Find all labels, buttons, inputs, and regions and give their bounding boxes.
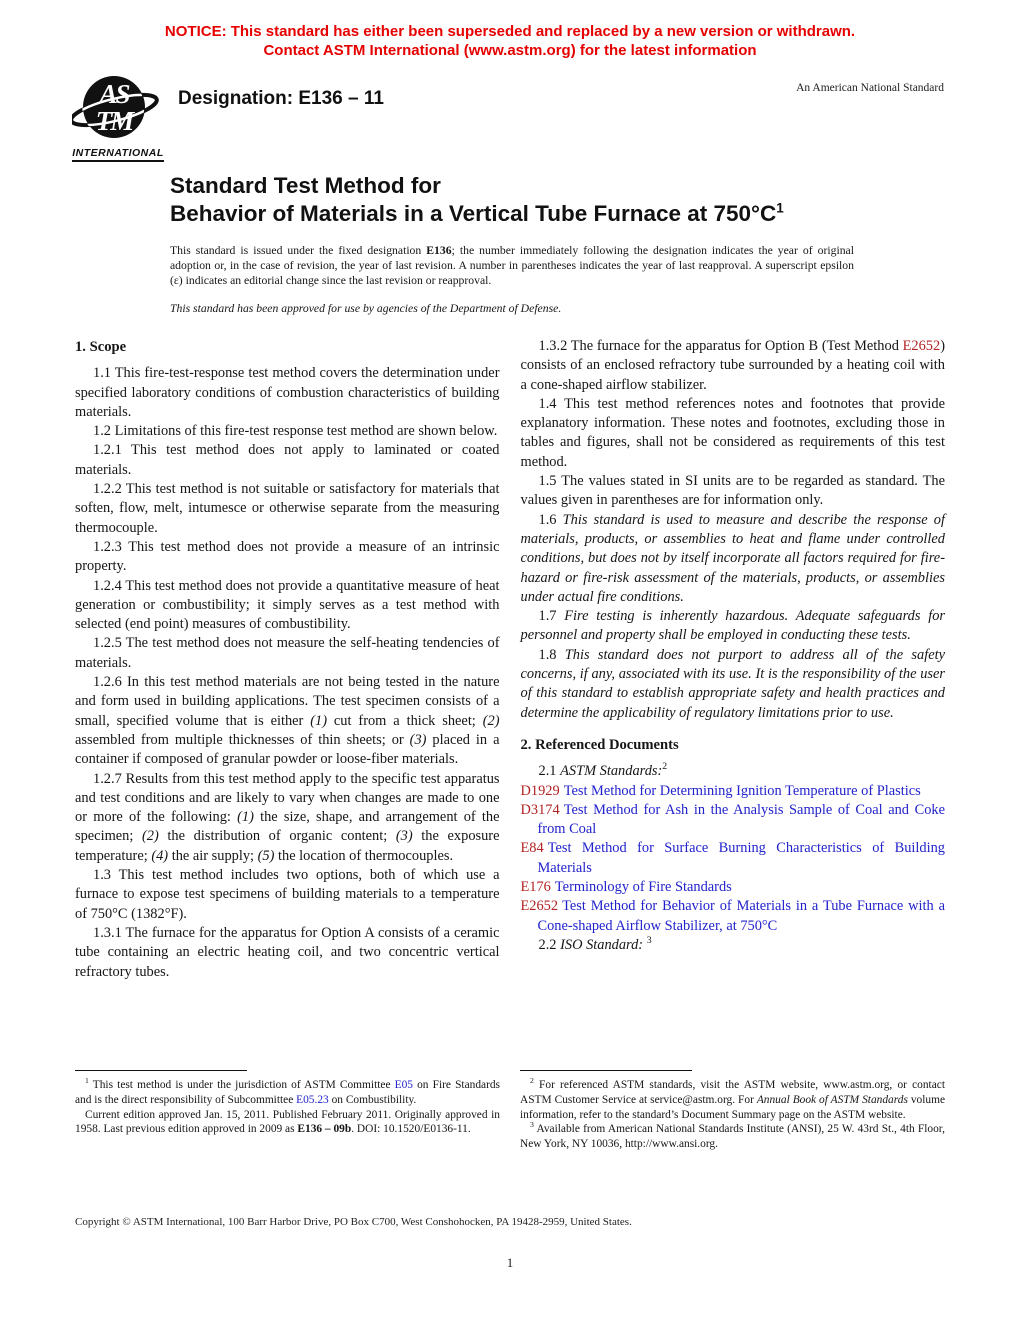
footnote-ref-3: 3	[646, 935, 652, 947]
reference-d1929	[520, 782, 946, 801]
paragraph-1-2-1	[75, 441, 500, 480]
text-run: This standard does not purport to address all of the safety concerns, if any, associated with its use. It is the responsibility of the user of this standard to establish appropriate safety and health practices and determine the applicability of regulatory limitations prior to use.	[520, 646, 945, 721]
text-run: assembled from multiple thicknesses of thin sheets; or	[75, 731, 410, 748]
notice-line-2: Contact ASTM International (www.astm.org) for the latest information	[263, 42, 757, 59]
text-run: 2	[530, 1076, 534, 1086]
text-run: the size, shape, and arrangement of the specimen;	[75, 809, 500, 845]
national-standard-note: An American National Standard	[796, 82, 944, 94]
link-d1929[interactable]: D1929	[520, 782, 560, 799]
text-run: Behavior of Materials in a Vertical Tube Furnace at 750°C	[170, 201, 777, 226]
text-run: 1.2.7 Results from this test method apply to the specific test apparatus and test conditions and are likely to vary when changes are made to one or more of the following:	[75, 770, 500, 826]
text-run: (3)	[395, 828, 413, 845]
astm-international-label: INTERNATIONAL	[72, 147, 164, 162]
reference-e176	[520, 878, 946, 897]
paragraph-1-2	[75, 422, 500, 441]
text-run: (1)	[237, 809, 254, 826]
footnote-1-continued	[75, 1108, 500, 1138]
text-run: Available from American National Standards Institute (ANSI), 25 W. 43rd St., 4th Floor, New York, NY 10036, http://www.ansi.org.	[520, 1123, 945, 1151]
supersession-notice	[0, 22, 1020, 60]
text-run: the distribution of organic content;	[158, 828, 396, 845]
text-run: 1.2.5 The test method does not measure the self-heating tendencies of materials.	[75, 635, 500, 671]
text-run: 1.2.6 In this test method materials are not being tested in the nature and form used in building applications. The test specimen consists of a small, specified volume that is either	[75, 674, 500, 729]
link-e176[interactable]: E176	[520, 879, 551, 896]
link-e05-23[interactable]: E05.23	[296, 1093, 329, 1106]
text-run: 1.1 This fire-test-response test method covers the determination under specified laboratory conditions of combustion characteristics of building materials.	[75, 365, 500, 420]
link-e05[interactable]: E05	[394, 1079, 413, 1091]
section-1-heading: 1. Scope	[75, 339, 127, 355]
paragraph-1-5	[521, 472, 946, 511]
reference-title-e84[interactable]: Test Method for Surface Burning Characteristics of Building Materials	[537, 840, 945, 876]
text-run: 1.6	[538, 511, 563, 528]
footnote-2	[520, 1078, 945, 1122]
text-run: 1.2 Limitations of this fire-test response test method are shown below.	[93, 423, 498, 440]
text-run: 1	[85, 1076, 89, 1086]
text-run: ) consists of an enclosed refractory tube surrounded by a heating coil with a cone-shaped airflow stabilizer.	[520, 338, 945, 393]
section-2-heading: 2. Referenced Documents	[520, 736, 679, 753]
text-run: 1.3 This test method includes two options, both of which use a furnace to expose test specimens of building materials to a temperature of 750°C (1382°F).	[75, 867, 500, 922]
astm-logo-icon	[72, 74, 164, 144]
text-run: (3)	[409, 731, 427, 748]
text-run: 1.4 This test method references notes and footnotes that provide explanatory information. These notes and footnotes, excluding those in tables and figures, shall not be considered as requirements of this test method.	[520, 395, 945, 470]
reference-title-e2652[interactable]: Test Method for Behavior of Materials in a Tube Furnace with a Cone-shaped Airflow Stabilizer, at 750°C	[537, 898, 945, 934]
text-run: 1.3.1 The furnace for the apparatus for Option A consists of a ceramic tube containing an electric heating coil, and two concentric vertical refractory tubes.	[75, 924, 500, 980]
text-run: 2.1	[538, 763, 561, 780]
paragraph-1-4	[521, 395, 946, 472]
text-run: the exposure temperature;	[75, 828, 500, 864]
text-run: ASTM Standards:	[560, 763, 663, 780]
text-run: 1.3.2 The furnace for the apparatus for Option B (Test Method	[538, 338, 903, 354]
issuance-paragraph	[170, 243, 854, 289]
text-run: E136 – 09b	[297, 1123, 352, 1136]
text-run: 1.2.3 This test method does not provide a measure of an intrinsic property.	[75, 538, 500, 575]
reference-d3174	[520, 801, 946, 840]
paragraph-1-2-3	[75, 538, 500, 577]
paragraph-1-7	[521, 607, 946, 646]
paragraph-1-3-2	[521, 337, 946, 395]
footnote-ref-2: 2	[662, 761, 668, 773]
notice-line-1: NOTICE: This standard has either been superseded and replaced by a new version or withdrawn.	[164, 23, 856, 40]
text-run: cut from a thick sheet;	[327, 712, 483, 729]
text-run: For referenced ASTM standards, visit the ASTM website, www.astm.org, or contact ASTM Customer Service at service@astm.org. For	[520, 1079, 945, 1106]
footnotes-right	[520, 1070, 945, 1152]
right-column	[521, 337, 946, 982]
document-title	[170, 172, 784, 228]
footnote-1	[75, 1078, 500, 1108]
text-run: 1.2.2 This test method is not suitable or satisfactory for materials that soften, flow, melt, intumesce or otherwise separate from the measuring thermocouple.	[75, 481, 500, 536]
text-run: placed in a container if composed of granular powder or loose-fiber materials.	[75, 731, 500, 768]
text-run: the air supply;	[168, 847, 258, 864]
text-run: 1.8	[538, 646, 565, 663]
footnotes-left	[75, 1070, 500, 1137]
text-run: the location of thermocouples.	[274, 847, 454, 864]
text-run: Annual Book of ASTM Standards	[756, 1093, 908, 1106]
text-run: This standard is issued under the fixed designation	[170, 244, 427, 257]
text-run: 1.2.1 This test method does not apply to laminated or coated materials.	[75, 442, 500, 478]
text-run: This standard is used to measure and describe the response of materials, products, or assemblies to heat and flame under controlled conditions, but does not by itself incorporate all factors required for fire-hazard or fire-risk assessment of the materials, products, or assemblies under actual fire conditions.	[520, 511, 945, 605]
paragraph-1-8	[521, 646, 946, 723]
title-line-1: Standard Test Method for	[170, 173, 441, 198]
link-d3174[interactable]: D3174	[520, 801, 560, 818]
reference-title-d3174[interactable]: Test Method for Ash in the Analysis Sample of Coal and Coke from Coal	[537, 801, 945, 838]
paragraph-1-3	[75, 866, 500, 924]
text-run: 1.7	[538, 608, 565, 625]
text-run: (2)	[142, 828, 159, 845]
text-run: Current edition approved Jan. 15, 2011. Published February 2011. Originally approved in 1958. Last previous edition approved in 2009 as	[75, 1108, 500, 1136]
paragraph-1-2-2	[75, 480, 500, 538]
paragraph-1-2-4	[75, 577, 500, 635]
dod-approval-note: This standard has been approved for use by agencies of the Department of Defense.	[170, 302, 562, 315]
footnote-ref-1: 1	[776, 200, 784, 216]
text-run: . DOI: 10.1520/E0136-11.	[351, 1123, 471, 1136]
text-run: on Combustibility.	[328, 1093, 417, 1106]
text-run: (4)	[151, 847, 169, 864]
left-column	[75, 337, 500, 982]
reference-e2652	[520, 897, 946, 936]
footnote-divider	[520, 1070, 692, 1071]
footnote-3	[520, 1122, 945, 1152]
reference-title-d1929[interactable]: Test Method for Determining Ignition Temperature of Plastics	[563, 782, 921, 799]
footnote-divider	[75, 1070, 247, 1071]
text-run: This test method is under the jurisdiction of ASTM Committee	[88, 1079, 395, 1091]
page-number: 1	[506, 1256, 514, 1270]
copyright-line: Copyright © ASTM International, 100 Barr Harbor Drive, PO Box C700, West Conshohocken, PA 19428-2959, United States.	[75, 1216, 632, 1228]
paragraph-1-2-5	[75, 634, 500, 673]
text-run: 2.2	[538, 936, 561, 953]
designation: Designation: E136 – 11	[178, 88, 384, 109]
title-line-2	[170, 200, 784, 228]
paragraph-1-2-6	[75, 673, 500, 769]
paragraph-2-1	[521, 762, 946, 781]
text-run: 1.5 The values stated in SI units are to be regarded as standard. The values given in parentheses are for information only.	[520, 473, 945, 509]
body-columns	[75, 337, 945, 982]
text-run: (1)	[310, 712, 328, 729]
reference-e84	[520, 839, 946, 878]
svg-text:AS: AS	[99, 79, 129, 109]
astm-logo	[72, 74, 172, 162]
text-run: (5)	[257, 847, 275, 864]
text-run: ; the number immediately following the designation indicates the year of original adoption or, in the case of revision, the year of last revision. A number in parentheses indicates the year of last reapproval. A superscript epsilon (ε) indicates an editorial change since the last revision or reapproval.	[170, 244, 854, 288]
paragraph-1-6	[521, 511, 946, 607]
paragraph-1-3-1	[75, 924, 500, 982]
link-e84[interactable]: E84	[520, 840, 544, 857]
text-run: volume information, refer to the standard’s Document Summary page on the ASTM website.	[520, 1093, 946, 1121]
paragraph-1-2-7	[75, 770, 500, 866]
paragraph-1-1	[75, 364, 500, 422]
text-run: 3	[530, 1120, 534, 1130]
paragraph-2-2	[521, 936, 946, 955]
text-run: Fire testing is inherently hazardous. Adequate safeguards for personnel and property shall be employed in conducting these tests.	[520, 608, 945, 644]
svg-text:TM: TM	[95, 106, 133, 136]
link-e2652-ref[interactable]: E2652	[520, 898, 559, 915]
text-run: ISO Standard:	[560, 936, 647, 953]
text-run: E136	[426, 244, 452, 257]
reference-title-e176[interactable]: Terminology of Fire Standards	[554, 879, 732, 896]
link-e2652[interactable]: E2652	[902, 338, 941, 354]
text-run: (2)	[482, 712, 500, 729]
text-run: 1.2.4 This test method does not provide a quantitative measure of heat generation or combustibility; it simply serves as a test method with selected (end point) measures of combustibility.	[75, 577, 500, 633]
text-run: on Fire Standards and is the direct responsibility of Subcommittee	[75, 1079, 500, 1106]
